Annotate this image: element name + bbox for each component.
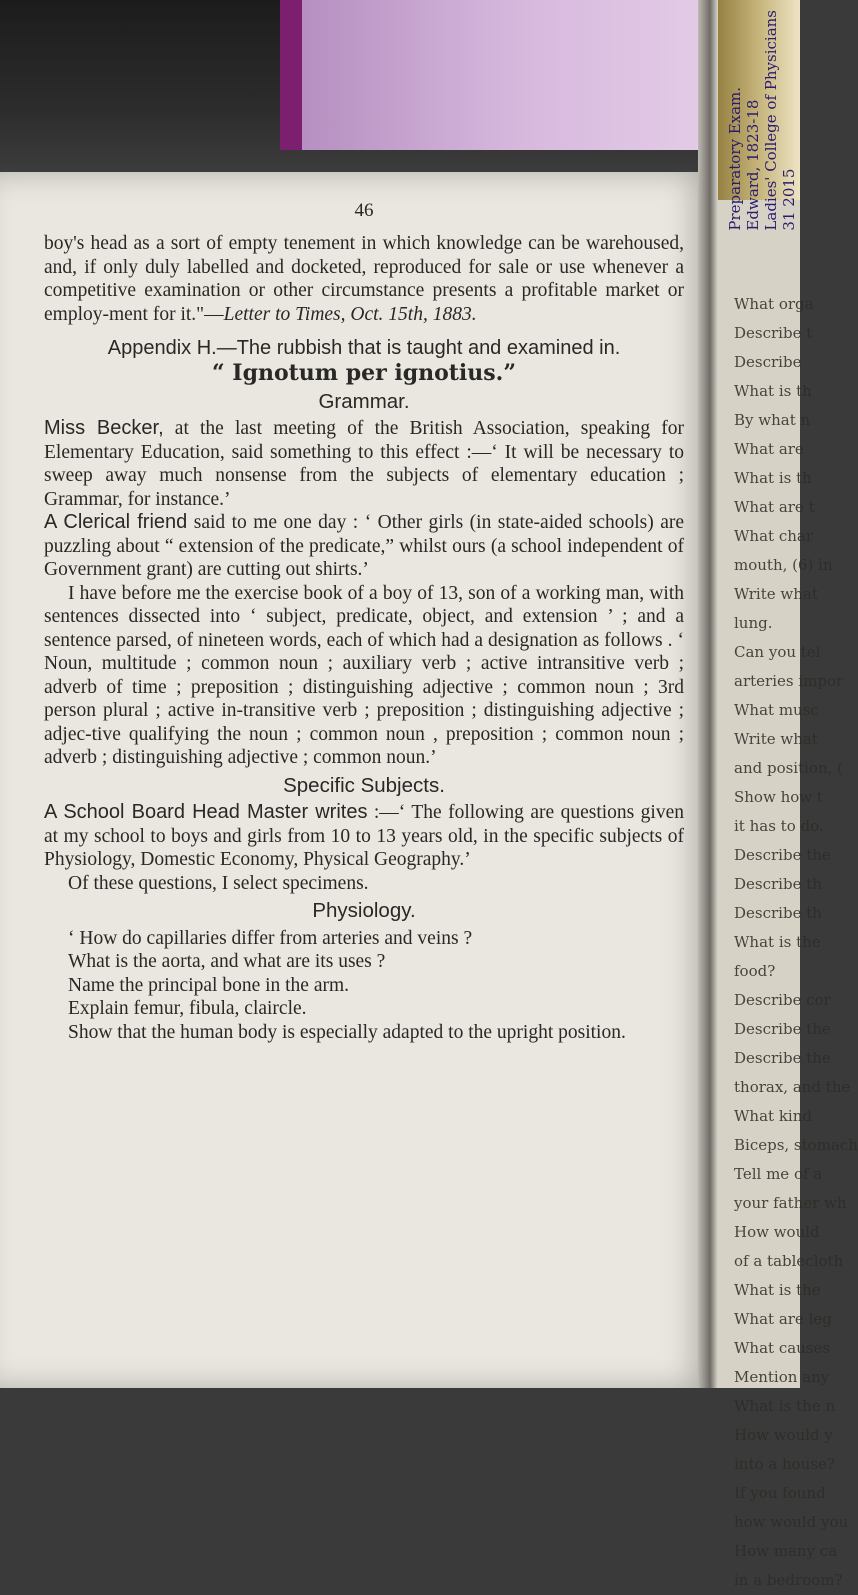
opposite-page-line: of a tablecloth [734,1252,844,1270]
opposite-page-line: What char [734,527,813,545]
opposite-page-text [734,290,858,1595]
spine-text [726,10,798,231]
becker-paragraph [44,417,684,511]
select-paragraph: Of these questions, I select specimens. [68,872,369,894]
opposite-page-line: mouth, (6) in [734,556,833,574]
appendix-heading: Appendix H.—The rubbish that is taught and examined in. [107,337,621,359]
opposite-page-line: food? [734,962,776,980]
exercise-paragraph: I have before me the exercise book of a boy of 13, son of a working man, with sentences dissected into ‘ subject, predicate, object, and extension ’ ; and a sentence parsed, of nineteen words, each of which had a designation as follows . ‘ Noun, multitude ; common noun ; auxiliary verb ; active intransitive verb ; adverb of time ; preposition ; distinguishing adjective ; common noun ; 3rd person plural ; active in-transitive verb ; preposition ; distinguishing adjective ; adjec-tive qualifying the noun ; common noun , preposition ; common noun ; adverb ; distinguishing adjective ; common noun.’ [44,582,684,768]
opposite-page-line: thorax, and the [734,1078,851,1096]
opposite-page-line: Describe cor [734,991,831,1009]
opposite-page-line: Write what [734,585,818,603]
intro-text: boy's head as a sort of empty tenement in which knowledge can be warehoused, and, if only duly labelled and docketed, reproduced for sale or use whenever a competitive examination or other circumstance presents a profitable market or employ-ment for it."— [44,233,684,325]
opposite-page-line: Describe [734,353,802,371]
opposite-page-line: What is the [734,933,821,951]
opposite-page-line: Describe th [734,875,822,893]
opposite-page-line: in a bedroom? [734,1571,843,1589]
opposite-page-line: What is the n [734,1397,836,1415]
opposite-page-line: What are t [734,498,815,516]
opposite-page-line: What orga [734,295,814,313]
spine-line-2: Edward, 1823-18 [744,99,762,231]
physiology-question: Show that the human body is especially adapted to the upright position. [68,1021,626,1043]
opposite-page-line: If you found [734,1484,826,1502]
page-text [44,200,684,1044]
spine-line-1: Preparatory Exam. [726,86,744,231]
intro-paragraph [44,232,684,326]
opposite-page-line: arteries impor [734,672,844,690]
spine-line-4: 31 2015 [780,168,798,231]
specific-heading: Specific Subjects. [283,773,445,797]
spine-line-3: Ladies' College of Physicians [762,10,780,231]
becker-text: at the last meeting of the British Association, speaking for Elementary Education, said something to this effect :—‘ It will be necessary to sweep away much nonsense from the subjects of elementary education ; Grammar, for instance.’ [44,418,685,510]
opposite-page-line: and position, ( [734,759,844,777]
clerical-paragraph [44,511,684,582]
opposite-page-line: Mention any [734,1368,830,1386]
opposite-page-line: it has to do. [734,817,824,835]
opposite-page-line: your father wh [734,1194,847,1212]
board-paragraph [44,801,684,872]
opposite-page-line: How would y [734,1426,833,1444]
grammar-heading: Grammar. [318,389,410,413]
motto: “ Ignotum per ignotius.” [211,360,516,386]
opposite-page-line: Describe the [734,1049,831,1067]
board-text: :—‘ The following are questions given at my school to boys and girls from 10 to 13 years old, in the specific subjects of Physiology, Domestic Economy, Physical Geography.’ [44,802,685,870]
opposite-page-line: Describe th [734,904,822,922]
book-gutter [698,0,718,1388]
page-number: 46 [354,200,374,221]
clerical-lead: A Clerical friend [44,511,188,533]
physiology-question: What is the aorta, and what are its uses ? [68,951,386,972]
opposite-page-line: What are [734,440,804,458]
intro-citation: Letter to Times, Oct. 15th, 1883. [223,303,477,325]
clerical-text: said to me one day : ‘ Other girls (in state-aided schools) are puzzling about “ extension of the predicate,” whilst ours (a school independent of Government grant) are cutting out shirts.’ [44,512,685,580]
opposite-page-line: What is th [734,382,812,400]
opposite-page-line: how would you [734,1513,849,1531]
board-lead: A School Board Head Master writes [44,801,368,823]
opposite-page-line: Tell me of a [734,1165,823,1183]
opposite-page-line: How would [734,1223,820,1241]
opposite-page-line: Write what [734,730,818,748]
opposite-page-line: What is th [734,469,812,487]
opposite-page-line: By what n [734,411,811,429]
opposite-page-line: Biceps, stomach [734,1136,858,1154]
opposite-page-line: into a house? [734,1455,835,1473]
purple-backdrop [300,0,700,150]
opposite-page-line: What causes [734,1339,831,1357]
opposite-page-line: Show how t [734,788,823,806]
opposite-page-line: What is the [734,1281,821,1299]
opposite-page-line: Describe the [734,846,831,864]
physiology-heading: Physiology. [312,899,416,922]
opposite-page-line: How many ca [734,1542,838,1560]
opposite-page-line: What are leg [734,1310,832,1328]
opposite-page-line: lung. [734,614,773,632]
opposite-page-line: What musc [734,701,819,719]
opposite-page-line: Describe t [734,324,813,342]
opposite-page-line: Can you tel [734,643,821,661]
opposite-page-line: What kind [734,1107,812,1125]
physiology-question: Explain femur, fibula, claircle. [68,998,307,1019]
physiology-question: ‘ How do capillaries differ from arteries and veins ? [68,927,473,949]
physiology-question: Name the principal bone in the arm. [68,974,350,996]
becker-lead: Miss Becker, [44,417,164,439]
opposite-page-line: Describe the [734,1020,831,1038]
magenta-strip [280,0,302,150]
